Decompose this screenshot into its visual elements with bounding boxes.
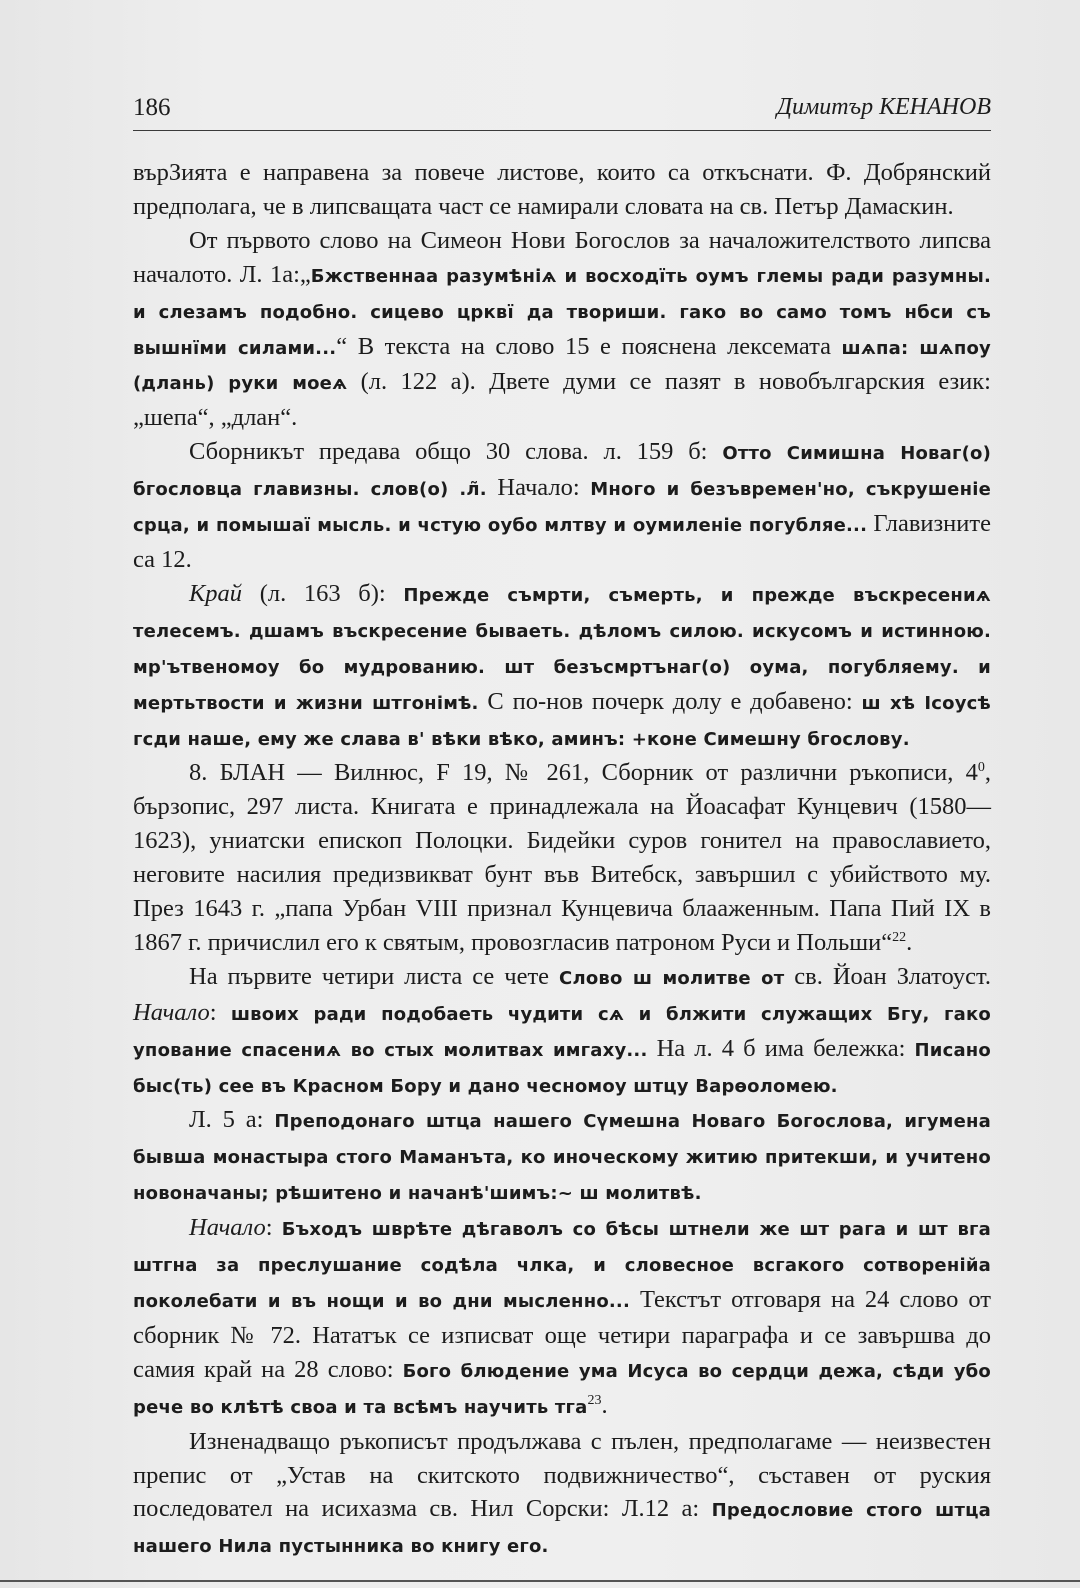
text-run: (л. 122 а). Двете думи се пазят в новобългарския език: „шепа“, „длан“. xyxy=(133,368,991,432)
text-run: “ В текста на слово 15 е пояснена лексемата xyxy=(336,332,842,360)
text-run: Изненадващо ръкописът продължава с пълен, предполагаме — неизвестен препис от „Устав на скитското подвижничество“, съставен от руския последовател на исихазма св. Нил Сорски: Л.12 а: xyxy=(133,1427,991,1523)
text-run: Начало: xyxy=(486,474,591,502)
text-run: Сборникът предава общо 30 слова. л. 159 б: xyxy=(189,438,723,466)
paragraph xyxy=(133,224,991,435)
church-slavonic-quote: швоих ради подобаеть чудити сѧ и блжити служащих Бгу, гако упование спасениѧ во стых молитвах имгаху... xyxy=(133,1003,991,1061)
church-slavonic-quote: Предословие стого штца нашего Нила пустынника во книгу его. xyxy=(133,1500,991,1558)
paragraph xyxy=(133,1425,991,1565)
text-run: Л. 5 а: xyxy=(189,1106,275,1134)
italic-term: Начало xyxy=(133,998,210,1026)
church-slavonic-quote: Слово ш молитве от xyxy=(559,967,785,989)
text-run: Главизните са 12. xyxy=(133,510,991,573)
text-run: (л. 163 б): xyxy=(242,579,404,607)
text-run: От първото слово на Симеон Нови Богослов за началожителството липсва началото. Л. 1а:„ xyxy=(133,226,991,288)
text-run: На л. 4 б има бележка: xyxy=(647,1034,915,1062)
text-run: . xyxy=(906,928,913,956)
page-number: 186 xyxy=(133,94,171,121)
page-body xyxy=(133,156,991,1564)
footnote-ref: 22 xyxy=(892,929,907,945)
text-run: върЗията е направена за повече листове, които са откъснати. Ф. Добрянский предполага, че в липсващата част се намирали словата на св. Петър Дамаскин. xyxy=(133,159,991,220)
running-head: Димитър КЕНАНОВ xyxy=(776,94,991,120)
text-run: 8. БЛАН — Вилнюс, F 19, № 261, Сборник от различни ръкописи, 4 xyxy=(189,759,978,787)
italic-term: Край xyxy=(189,579,243,607)
church-slavonic-quote: Писано быс(ть) сее въ Красном Бору и дано чесномоу штцу Варѳоломею. xyxy=(133,1039,991,1097)
church-slavonic-quote: Бжственнаа разумѣніѧ и восходїть оумъ глемы ради разумны. и слезамъ подобно. сицево црквї да твориши. гако во само томъ нбси съ вышнїми силами... xyxy=(133,265,991,359)
church-slavonic-quote: Прежде съмрти, съмерть, и прежде въскресениѧ телесемъ. дшамъ въскресение бываеть. дѣломъ силою. искусомъ и истинною. мр'ътвеномоу бо мудрованию. шт безъсмртънаг(о) оума, погубляему. и мертьтвости и жизни штгонімѣ. xyxy=(133,584,991,714)
paragraph xyxy=(133,756,991,959)
church-slavonic-quote: Отто Симишна Новаг(о) бгословца главизны. слов(о) .л̃. xyxy=(133,443,991,501)
page-header xyxy=(133,94,991,131)
paragraph xyxy=(133,1211,991,1424)
text-run: . xyxy=(601,1391,608,1419)
text-run: : xyxy=(209,998,231,1026)
church-slavonic-quote: Бъходъ шврѣте дѣгаволъ со бѣсы штнели же шт рага и шт вга штгна за преслушание содѣла члка, и словесное всгакого сотворенійа поколебати и въ нощи и во дни мысленно... xyxy=(133,1219,991,1312)
text-run: На първите четири листа се чете xyxy=(189,962,560,990)
paragraph xyxy=(133,1103,991,1211)
paragraph xyxy=(133,435,991,577)
paragraph xyxy=(133,156,991,224)
text-run: св. Йоан Златоуст. xyxy=(784,962,991,990)
superscript: 0 xyxy=(977,760,985,776)
text-run: С по-нов почерк долу е добавено: xyxy=(478,687,862,715)
text-run: , бързопис, 297 листа. Книгата е принадлежала на Йоасафат Кунцевич (1580—1623), униатски епископ Полоцки. Бидейки суров гонител на православието, неговите насилия предизвикват бунт във Витебск, завършил с убийството му. През 1643 г. „папа Урбан VIII признал Кунцевича блааженным. Папа Пий IX в 1867 г. причислил его к святым, провозгласив патроном Руси и Польши“ xyxy=(133,759,991,956)
text-run: : xyxy=(265,1214,282,1242)
text-run: Текстът отговаря на 24 слово от сборник № 72. Нататък се изписват още четири параграфа и се завършва до самия край на 28 слово: xyxy=(133,1286,991,1383)
footnote-ref: 23 xyxy=(587,1392,602,1408)
church-slavonic-quote: Много и безъвремен'но, съкрушеніе срца, и помышаї мысль. и чстую оубо млтву и оумиленіе погубляе... xyxy=(133,479,991,537)
church-slavonic-quote: Преподонаго штца нашего Сүмешна Новаго Богослова, игумена бывша монастыра стого Маманъта, ко иноческому житию притекши, и учитено новоначаны; рѣшитено и начанѣ'шимъ:~ ш молитвѣ. xyxy=(133,1111,991,1205)
paragraph xyxy=(133,577,991,757)
church-slavonic-quote: ш хѣ Ісоусѣ гсди наше, ему же слава в' вѣки вѣко, аминъ: +коне Симешну бгослову. xyxy=(133,692,991,750)
church-slavonic-quote: шѧпа: шѧпоу (длань) руки моеѧ xyxy=(133,337,991,395)
italic-term: Начало xyxy=(189,1214,266,1242)
scan-edge-line xyxy=(0,1580,1080,1582)
paragraph xyxy=(133,960,991,1104)
church-slavonic-quote: Бого блюдение ума Исуса во сердци дежа, сѣди убо рече во клѣтѣ своа и та всѣмъ научить тга xyxy=(133,1360,991,1418)
